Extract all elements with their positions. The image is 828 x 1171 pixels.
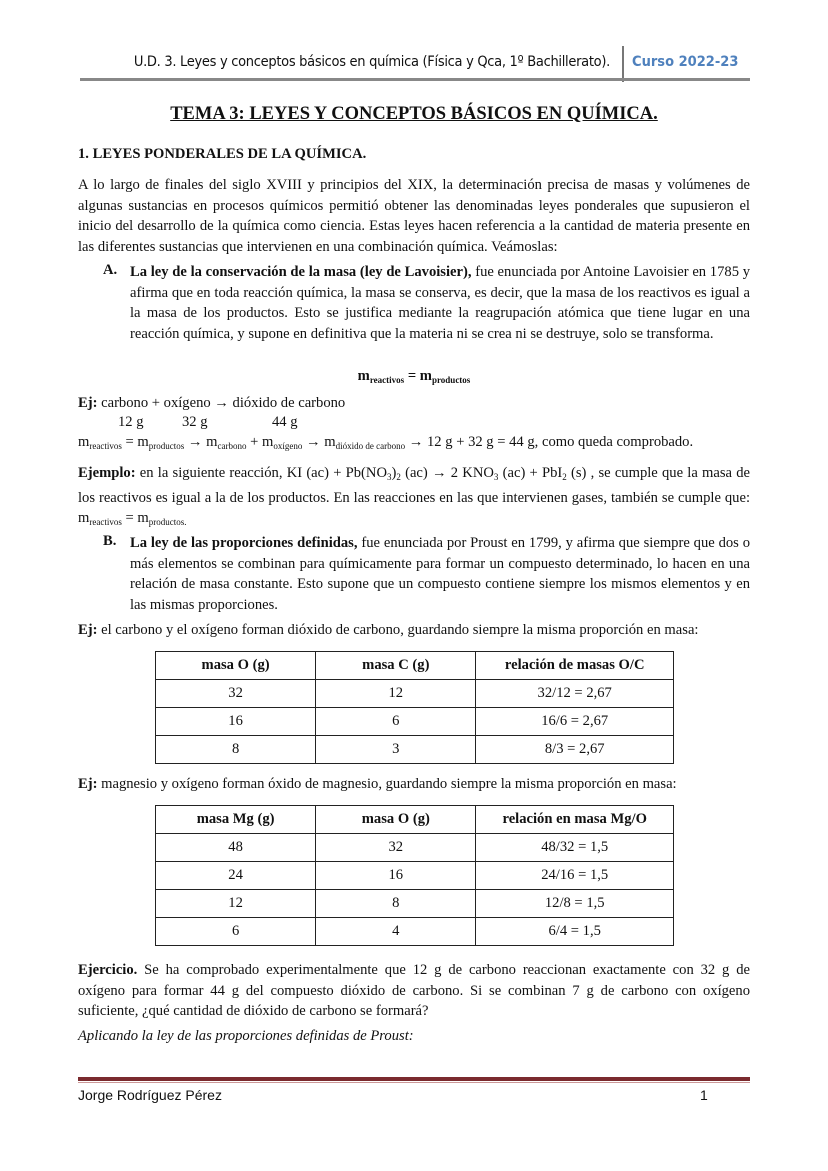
table-header-cell: masa Mg (g) [156,806,316,834]
footer-rule-thin [78,1082,750,1083]
example-reaction-paragraph: Ejemplo: en la siguiente reacción, KI $(ac) + Pb(NO_3)_2$ (ac) → 2 $KNO_3$ (ac) + PbI$_2$ (s) , se cumple que la masa de los reactivos es igual a la de los productos. En las reacciones en las que intervienen gases, también se cumple que: $m_{reactivos} = m_{productos.}$ [78,465,750,527]
footer-rule [78,1077,750,1081]
item-a-marker: A. [103,262,118,278]
mass-co2: 44 g [272,414,298,430]
table-cell: 24/16 = 1,5 [476,862,674,890]
table-cell: 48 [156,834,316,862]
table-cell: 16/6 = 2,67 [476,708,674,736]
mass-carbon: 12 g [118,414,144,430]
example-1: Ej: carbono + oxígeno → dióxido de carbono [78,395,346,411]
intro-paragraph: A lo largo de finales del siglo XVIII y principios del XIX, la determinación precisa de masas y volúmenes de algunas sustancias en procesos químicos permitió obtener las denominadas leyes ponderales que supusieron el inicio del desarrollo de la química como ciencia. Estas leyes hacen referencia a la cantidad de materia presente en las diferentes sustancias que intervienen en una combinación química. Veámoslas: [78,177,750,255]
table-cell: 48/32 = 1,5 [476,834,674,862]
table-cell: 6/4 = 1,5 [476,918,674,946]
table-cell: 32 [316,834,476,862]
table-header-cell: relación en masa Mg/O [476,806,674,834]
header-title: U.D. 3. Leyes y conceptos básicos en química (Física y Qca, 1º Bachillerato). [133,54,610,70]
item-b-marker: B. [103,533,117,549]
header-rule [80,78,750,81]
table-header-cell: masa C (g) [316,652,476,680]
magnesium-oxygen-table [155,805,674,946]
table-cell: 24 [156,862,316,890]
exercise-paragraph: Ejercicio. Se ha comprobado experimentalmente que 12 g de carbono reaccionan exactamente con 32 g de oxígeno para formar 44 g del compuesto dióxido de carbono. Si se combinan 7 g de carbono con oxígeno suficiente, ¿qué cantidad de dióxido de carbono se formará? [78,962,750,1019]
mass-oxygen: 32 g [182,414,208,430]
item-b-text: fue enunciada por Proust en 1799, y afirma que siempre que dos o más elementos se combinan para químicamente para formar un compuesto determinado, lo hacen en una relación de masa constante. Esto supone que un compuesto contiene siempre los mismos elementos y en las mismas proporciones. [130,535,750,613]
applying-proust-text: Aplicando la ley de las proporciones definidas de Proust: [78,1028,414,1044]
table-cell: 6 [156,918,316,946]
page-title: TEMA 3: LEYES Y CONCEPTOS BÁSICOS EN QUÍMICA. [170,104,658,124]
example-3: Ej: magnesio y oxígeno forman óxido de magnesio, guardando siempre la misma proporción en masa: [78,776,677,792]
page-number: 1 [700,1087,708,1103]
table-cell: 16 [156,708,316,736]
table-cell: 12 [316,680,476,708]
table-cell: 16 [316,862,476,890]
table-cell: 3 [316,736,476,764]
table-cell: 32/12 = 2,67 [476,680,674,708]
section-heading: 1. LEYES PONDERALES DE LA QUÍMICA. [78,146,367,162]
table-cell: 12 [156,890,316,918]
table-row [156,890,674,918]
table-cell: 8/3 = 2,67 [476,736,674,764]
table-cell: 6 [316,708,476,736]
item-a-paragraph [130,262,750,344]
mass-balance-line: $m_{reactivos} = m_{productos} \to m_{carbono} + m_{oxígeno} \to m_{dióxido de carbono} \to 12$ g + 32 g = 44 g, como queda comprobado. [78,434,694,451]
header-course: Curso 2022-23 [632,54,739,70]
table-row [156,680,674,708]
item-a-text: fue enunciada por Antoine Lavoisier en 1785 y afirma que en toda reacción química, la masa se conserva, es decir, que la masa de los reactivos es igual a la masa de los productos. Esto se justifica mediante la reagrupación atómica que tiene lugar en una reacción química, y supone en definitiva que la materia ni se crea ni se destruye, solo se transforma. [130,264,750,342]
carbon-oxygen-table [155,651,674,764]
footer-author: Jorge Rodríguez Pérez [78,1087,222,1103]
table-cell: 12/8 = 1,5 [476,890,674,918]
table-cell: 32 [156,680,316,708]
item-b-paragraph [130,533,750,615]
table-cell: 8 [316,890,476,918]
table-row [156,708,674,736]
example-2: Ej: el carbono y el oxígeno forman dióxido de carbono, guardando siempre la misma proporción en masa: [78,622,699,638]
table-row [156,862,674,890]
table-row [156,834,674,862]
table-header-cell: relación de masas O/C [476,652,674,680]
header-divider [622,46,624,82]
conservation-formula: $m_{reactivos} = m_{productos}$ [357,368,471,385]
table-row [156,736,674,764]
table-cell: 4 [316,918,476,946]
table-cell: 8 [156,736,316,764]
item-b-title: La ley de las proporciones definidas, [130,535,358,551]
table-header-cell: masa O (g) [156,652,316,680]
item-a-title: La ley de la conservación de la masa (ley de Lavoisier), [130,264,472,280]
table-row [156,918,674,946]
table-header-cell: masa O (g) [316,806,476,834]
